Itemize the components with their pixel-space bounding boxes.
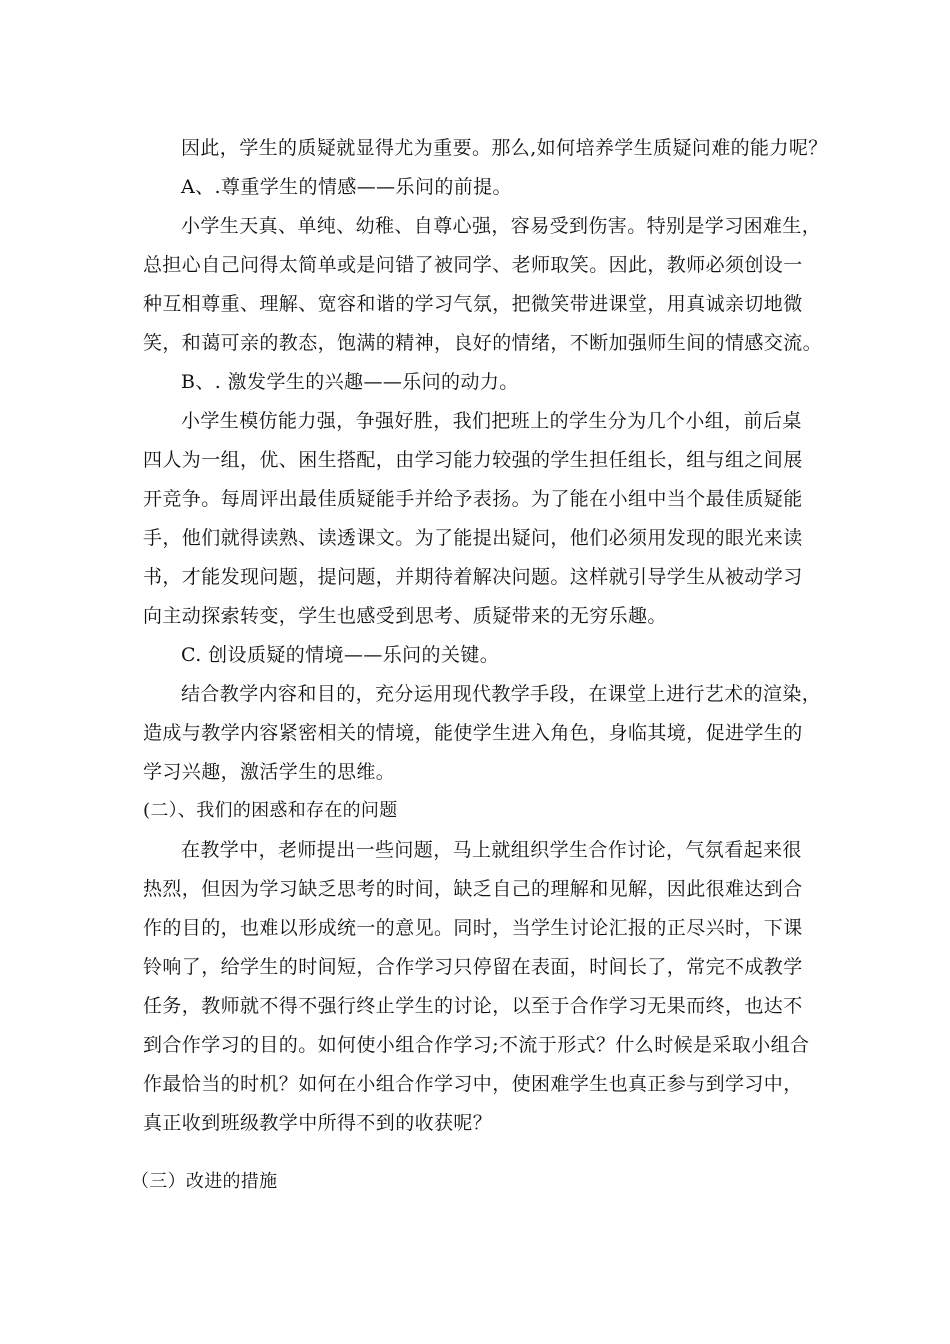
paragraph-line: 热烈，但因为学习缺乏思考的时间，缺乏自己的理解和见解，因此很难达到合	[143, 878, 803, 900]
paragraph-line: 因此，学生的质疑就显得尤为重要。那么,如何培养学生质疑问难的能力呢？	[181, 137, 828, 159]
section-heading-c: C. 创设质疑的情境——乐问的关键。	[181, 644, 500, 666]
paragraph-line: 手，他们就得读熟、读透课文。为了能提出疑问，他们必须用发现的眼光来读	[143, 527, 803, 549]
paragraph-line: 任务，教师就不得不强行终止学生的讨论，以至于合作学习无果而终，也达不	[143, 995, 803, 1017]
paragraph-line: 铃响了，给学生的时间短，合作学习只停留在表面，时间长了，常完不成教学	[143, 956, 803, 978]
paragraph-line: 造成与教学内容紧密相关的情境，能使学生进入角色，身临其境，促进学生的	[143, 722, 803, 744]
paragraph-line: 结合教学内容和目的，充分运用现代教学手段，在课堂上进行艺术的渲染，	[181, 683, 822, 705]
paragraph-line: 作最恰当的时机？如何在小组合作学习中，使困难学生也真正参与到学习中，	[143, 1073, 803, 1095]
paragraph-line: 在教学中，老师提出一些问题，马上就组织学生合作讨论，气氛看起来很	[181, 839, 802, 861]
paragraph-line: 向主动探索转变，学生也感受到思考、质疑带来的无穷乐趣。	[143, 605, 667, 627]
section-heading-b: B、. 激发学生的兴趣——乐问的动力。	[181, 371, 519, 393]
section-heading-2: (二）、我们的困惑和存在的问题	[143, 800, 398, 821]
paragraph-line: 书，才能发现问题，提问题，并期待着解决问题。这样就引导学生从被动学习	[143, 566, 803, 588]
paragraph-line: 种互相尊重、理解、宽容和谐的学习气氛，把微笑带进课堂，用真诚亲切地微	[143, 293, 803, 315]
paragraph-line: 开竞争。每周评出最佳质疑能手并给予表扬。为了能在小组中当个最佳质疑能	[143, 488, 803, 510]
paragraph-line: 四人为一组，优、困生搭配，由学习能力较强的学生担任组长，组与组之间展	[143, 449, 803, 471]
paragraph-line: 小学生天真、单纯、幼稚、自尊心强，容易受到伤害。特别是学习困难生，	[181, 215, 822, 237]
paragraph-line: 小学生模仿能力强，争强好胜，我们把班上的学生分为几个小组，前后桌	[181, 410, 802, 432]
paragraph-line: 学习兴趣，激活学生的思维。	[143, 761, 396, 783]
section-heading-a: A、.尊重学生的情感——乐问的前提。	[181, 176, 512, 198]
section-heading-3: （三）改进的措施	[131, 1171, 278, 1192]
paragraph-line: 笑，和蔼可亲的教态，饱满的精神，良好的情绪，不断加强师生间的情感交流。	[143, 332, 823, 354]
paragraph-line: 真正收到班级教学中所得不到的收获呢？	[143, 1112, 493, 1134]
paragraph-line: 总担心自己问得太简单或是问错了被同学、老师取笑。因此，教师必须创设一	[143, 254, 803, 276]
paragraph-line: 作的目的，也难以形成统一的意见。同时，当学生讨论汇报的正尽兴时，下课	[143, 917, 803, 939]
paragraph-line: 到合作学习的目的。如何使小组合作学习;不流于形式？什么时候是采取小组合	[143, 1034, 810, 1056]
